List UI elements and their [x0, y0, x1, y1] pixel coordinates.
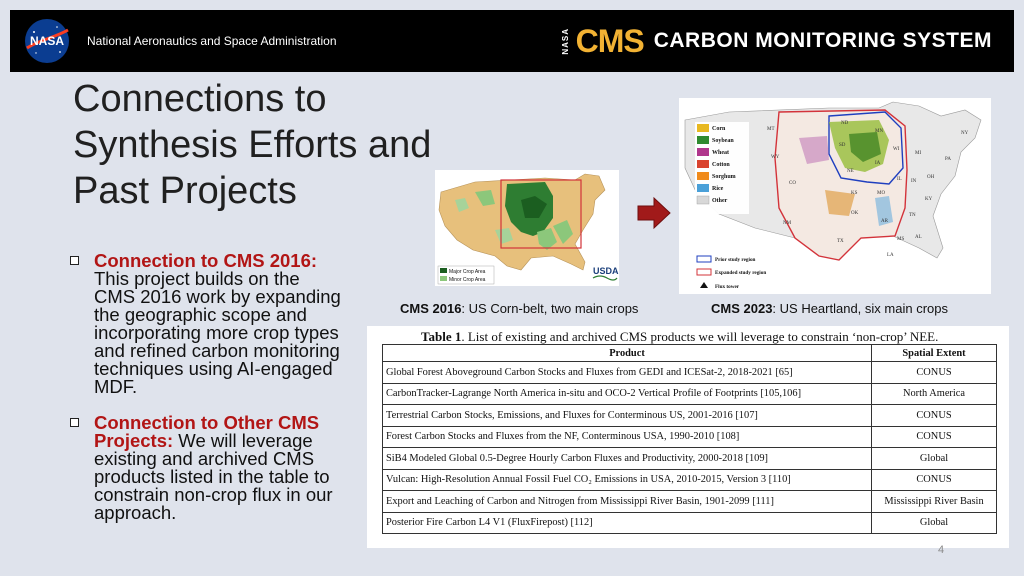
- usda-logo: USDA: [593, 266, 619, 276]
- cms-logo-vertical-text: NASA: [560, 27, 570, 55]
- products-table: [382, 344, 997, 534]
- svg-text:IL: IL: [897, 177, 902, 182]
- svg-text:WI: WI: [893, 147, 900, 152]
- map-cms-2016: [435, 170, 619, 286]
- crop-legend-label: Corn: [712, 126, 726, 132]
- bullet-marker-icon: [70, 256, 79, 265]
- svg-text:LA: LA: [887, 253, 894, 258]
- bullet-list: [70, 252, 345, 540]
- svg-text:IA: IA: [875, 161, 881, 166]
- bullet-marker-icon: [70, 418, 79, 427]
- cell-extent: Global: [872, 512, 997, 534]
- caption-cms-2023: [711, 301, 948, 316]
- svg-text:AL: AL: [915, 235, 922, 240]
- table-row: [383, 362, 997, 384]
- crop-legend-label: Rice: [712, 186, 724, 192]
- table-caption-label: Table 1: [421, 329, 462, 344]
- cell-product: Posterior Fire Carbon L4 V1 (FluxFirepost) [112]: [383, 512, 872, 534]
- table-row: [383, 491, 997, 513]
- cms-logo-mark: CMS: [575, 23, 644, 59]
- crop-legend-label: Other: [712, 198, 728, 204]
- svg-text:MT: MT: [767, 127, 775, 132]
- svg-text:PA: PA: [945, 157, 951, 162]
- nasa-logo-text: NASA: [29, 34, 65, 48]
- svg-text:WY: WY: [771, 155, 780, 160]
- bullet-lead: Connection to Other CMS Projects:: [94, 412, 320, 451]
- agency-name: National Aeronautics and Space Administration: [87, 34, 337, 48]
- svg-text:NM: NM: [783, 221, 792, 226]
- svg-text:AR: AR: [881, 219, 888, 224]
- right-arrow-icon: [636, 196, 672, 230]
- caption-2023-text: : US Heartland, six main crops: [772, 301, 948, 316]
- caption-cms-2016: [400, 301, 638, 316]
- title-line-1: Connections to: [73, 78, 327, 120]
- bullet-lead: Connection to CMS 2016:: [94, 250, 318, 271]
- legend-flux-tower: Flux tower: [715, 284, 740, 290]
- crop-legend-label: Cotton: [712, 162, 730, 168]
- table-row: [383, 512, 997, 534]
- cell-product: Forest Carbon Stocks and Fluxes from the NF, Conterminous USA, 1990-2010 [108]: [383, 426, 872, 448]
- table-header-row: [383, 345, 997, 362]
- products-table-panel: [367, 326, 1009, 548]
- cell-extent: North America: [872, 383, 997, 405]
- cell-product: SiB4 Modeled Global 0.5-Degree Hourly Carbon Fluxes and Productivity, 2000-2018 [109]: [383, 448, 872, 470]
- svg-text:SD: SD: [839, 143, 846, 148]
- svg-text:ND: ND: [841, 121, 849, 126]
- legend-major-crop: Major Crop Area: [449, 269, 486, 275]
- bullet-text: This project builds on the CMS 2016 work by expanding the geographic scope and incorporating more crop types and refined carbon monitoring techniques using AI-engaged MDF.: [94, 268, 341, 397]
- svg-text:NY: NY: [961, 131, 969, 136]
- bullet-item: [70, 414, 345, 522]
- title-line-2: Synthesis Efforts and: [73, 124, 432, 166]
- legend-expanded-region: Expanded study region: [715, 270, 767, 276]
- svg-text:TX: TX: [837, 239, 844, 244]
- table-row: [383, 469, 997, 491]
- table-caption: [421, 329, 938, 345]
- cms-logo-name: CARBON MONITORING SYSTEM: [653, 29, 992, 52]
- svg-text:OH: OH: [927, 175, 935, 180]
- svg-text:TN: TN: [909, 213, 916, 218]
- cell-product: Vulcan: High-Resolution Annual Fossil Fuel CO₂ Emissions in USA, 2010-2015, Version 3 [110]: [383, 469, 872, 491]
- svg-text:MI: MI: [915, 151, 922, 156]
- svg-text:MN: MN: [875, 129, 884, 134]
- svg-text:MS: MS: [897, 237, 905, 242]
- cell-extent: Global: [872, 448, 997, 470]
- svg-text:IN: IN: [911, 179, 917, 184]
- bullet-item: [70, 252, 345, 396]
- cell-product: Export and Leaching of Carbon and Nitrogen from Mississippi River Basin, 1901-2099 [111]: [383, 491, 872, 513]
- title-line-3: Past Projects: [73, 170, 297, 212]
- svg-text:KS: KS: [851, 191, 858, 196]
- cell-product: Terrestrial Carbon Stocks, Emissions, and Fluxes for Conterminous US, 2001-2016 [107]: [383, 405, 872, 427]
- caption-2023-bold: CMS 2023: [711, 301, 773, 316]
- cell-extent: CONUS: [872, 426, 997, 448]
- header-product: Product: [383, 345, 872, 362]
- svg-text:OK: OK: [851, 211, 859, 216]
- cell-product: CarbonTracker-Lagrange North America in-situ and OCO-2 Vertical Profile of Footprints [105,106]: [383, 383, 872, 405]
- table-row: [383, 405, 997, 427]
- nasa-logo: [24, 18, 70, 64]
- cell-extent: CONUS: [872, 405, 997, 427]
- header-bar: [10, 10, 1014, 72]
- legend-minor-crop: Minor Crop Area: [449, 277, 486, 283]
- map-cms-2023: [679, 98, 991, 294]
- table-row: [383, 426, 997, 448]
- table-caption-text: . List of existing and archived CMS products we will leverage to constrain ‘non-crop’ NEE.: [461, 329, 939, 344]
- cell-extent: CONUS: [872, 469, 997, 491]
- header-spatial-extent: Spatial Extent: [872, 345, 997, 362]
- cell-product: Global Forest Aboveground Carbon Stocks and Fluxes from GEDI and ICESat-2, 2018-2021 [65]: [383, 362, 872, 384]
- svg-text:NE: NE: [847, 169, 854, 174]
- svg-text:CO: CO: [789, 181, 796, 186]
- crop-legend-label: Soybean: [712, 138, 734, 144]
- legend-prior-region: Prior study region: [715, 257, 756, 263]
- bullet-text: We will leverage existing and archived CMS products listed in the table to constrain non-crop flux in our approach.: [94, 430, 333, 523]
- crop-legend-label: Sorghum: [712, 174, 736, 180]
- caption-2016-bold: CMS 2016: [400, 301, 462, 316]
- cms-logo: [560, 23, 992, 59]
- table-row: [383, 448, 997, 470]
- svg-text:KY: KY: [925, 197, 933, 202]
- svg-text:MO: MO: [877, 191, 886, 196]
- crop-legend-label: Wheat: [712, 150, 729, 156]
- caption-2016-text: : US Corn-belt, two main crops: [461, 301, 639, 316]
- table-row: [383, 383, 997, 405]
- cell-extent: Mississippi River Basin: [872, 491, 997, 513]
- page-number: 4: [938, 544, 945, 556]
- cell-extent: CONUS: [872, 362, 997, 384]
